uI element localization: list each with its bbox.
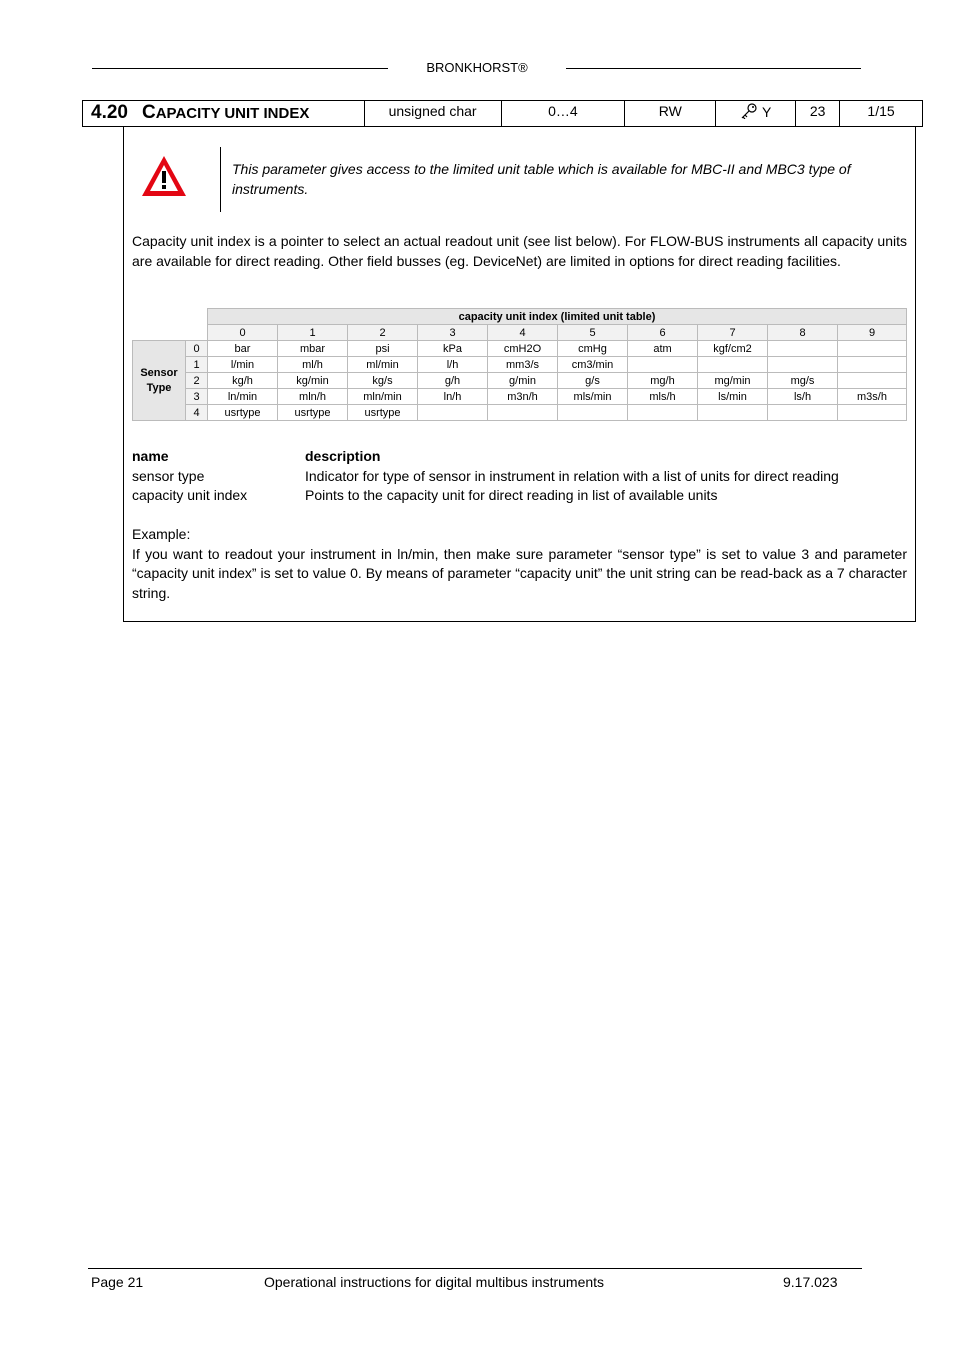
- table-column-header: 7: [698, 325, 768, 341]
- table-cell: ls/h: [768, 389, 838, 405]
- table-column-header: 3: [418, 325, 488, 341]
- parameter-fb: 1/15: [839, 101, 922, 126]
- table-cell: [558, 405, 628, 421]
- definition-name: sensor type: [132, 467, 205, 484]
- table-row: [133, 389, 907, 405]
- table-cell: ln/h: [418, 389, 488, 405]
- definition-head-description: description: [305, 448, 381, 464]
- warning-divider: [220, 147, 221, 212]
- table-cell: [838, 373, 907, 389]
- table-cell: usrtype: [208, 405, 278, 421]
- table-column-header: 1: [278, 325, 348, 341]
- table-cell: l/h: [418, 357, 488, 373]
- definition-description: Indicator for type of sensor in instrument in relation with a list of units for direct reading: [305, 467, 839, 484]
- table-row-index: 2: [186, 373, 208, 389]
- table-column-header: 0: [208, 325, 278, 341]
- footer-document-number: 9.17.023: [783, 1274, 838, 1290]
- parameter-header-row: [82, 100, 923, 127]
- table-cell: kg/min: [278, 373, 348, 389]
- definition-head-name: name: [132, 448, 169, 464]
- definition-name: capacity unit index: [132, 487, 248, 504]
- table-cell: mg/h: [628, 373, 698, 389]
- parameter-title: [83, 101, 364, 126]
- table-column-header: 9: [838, 325, 907, 341]
- table-cell: [838, 341, 907, 357]
- parameter-secured: [715, 101, 795, 126]
- table-cell: kg/h: [208, 373, 278, 389]
- parameter-title-rest: APACITY UNIT INDEX: [155, 105, 310, 122]
- parameter-secured-value: Y: [762, 104, 772, 120]
- table-cell: [698, 357, 768, 373]
- definition-list: [132, 447, 907, 507]
- table-cell: ls/min: [698, 389, 768, 405]
- table-cell: m3n/h: [488, 389, 558, 405]
- parameter-access: RW: [624, 101, 715, 126]
- table-row-index: 4: [186, 405, 208, 421]
- table-cell: cmH2O: [488, 341, 558, 357]
- table-row: [133, 357, 907, 373]
- table-column-header: 2: [348, 325, 418, 341]
- table-row: [133, 373, 907, 389]
- table-cell: usrtype: [348, 405, 418, 421]
- definition-description: Points to the capacity unit for direct reading in list of available units: [305, 487, 718, 504]
- table-cell: l/min: [208, 357, 278, 373]
- table-row: [133, 341, 907, 357]
- intro-paragraph: Capacity unit index is a pointer to select an actual readout unit (see list below). For FLOW-BUS instruments all capacity units are available for direct reading. Other field busses (eg. DeviceNet) are limited in options for direct reading facilities.: [132, 233, 907, 269]
- table-cell: mln/min: [348, 389, 418, 405]
- table-cell: [628, 357, 698, 373]
- capacity-unit-table: [132, 308, 907, 421]
- parameter-range: 0…4: [501, 101, 625, 126]
- table-row-index: 1: [186, 357, 208, 373]
- table-cell: m3s/h: [838, 389, 907, 405]
- table-cell: ln/min: [208, 389, 278, 405]
- table-cell: [838, 405, 907, 421]
- parameter-number: 4.20: [91, 102, 128, 123]
- table-cell: kgf/cm2: [698, 341, 768, 357]
- table-cell: mbar: [278, 341, 348, 357]
- table-cell: [628, 405, 698, 421]
- warning-text: This parameter gives access to the limited unit table which is available for MBC-II and MBC3 type of instruments.: [232, 161, 851, 197]
- table-cell: g/min: [488, 373, 558, 389]
- table-cell: kPa: [418, 341, 488, 357]
- table-cell: [418, 405, 488, 421]
- table-cell: ml/h: [278, 357, 348, 373]
- table-cell: [768, 357, 838, 373]
- footer-rule: [88, 1268, 862, 1269]
- table-cell: mls/h: [628, 389, 698, 405]
- table-cell: [768, 405, 838, 421]
- table-cell: [768, 341, 838, 357]
- table-cell: usrtype: [278, 405, 348, 421]
- table-cell: [488, 405, 558, 421]
- header-brand: BRONKHORST®: [426, 60, 528, 75]
- example-text: If you want to readout your instrument in ln/min, then make sure parameter “sensor type” is set to value 3 and parameter “capacity unit index” is set to value 0. By means of parameter “capacity unit” the unit string can be read-back as a 7 character string.: [132, 545, 907, 601]
- table-cell: [838, 357, 907, 373]
- table-cell: atm: [628, 341, 698, 357]
- warning-triangle-icon: [139, 153, 189, 199]
- table-cell: g/h: [418, 373, 488, 389]
- table-row-index: 0: [186, 341, 208, 357]
- key-icon: [740, 103, 758, 119]
- parameter-process: 23: [795, 101, 839, 126]
- sensor-type-label: Sensor Type: [133, 341, 186, 421]
- table-cell: cmHg: [558, 341, 628, 357]
- table-cell: mg/s: [768, 373, 838, 389]
- table-cell: mg/min: [698, 373, 768, 389]
- header-rule-right: [566, 68, 861, 69]
- footer-page-number: Page 21: [91, 1274, 144, 1290]
- table-caption: capacity unit index (limited unit table): [208, 309, 907, 325]
- table-column-header: 4: [488, 325, 558, 341]
- table-cell: [698, 405, 768, 421]
- table-row: [133, 405, 907, 421]
- table-row-index: 3: [186, 389, 208, 405]
- table-cell: bar: [208, 341, 278, 357]
- parameter-type: unsigned char: [364, 101, 501, 126]
- table-column-header: 6: [628, 325, 698, 341]
- table-cell: ml/min: [348, 357, 418, 373]
- example-label: Example:: [132, 526, 191, 542]
- table-cell: mls/min: [558, 389, 628, 405]
- footer-document-title: Operational instructions for digital multibus instruments: [264, 1274, 605, 1290]
- parameter-title-first: C: [141, 102, 156, 123]
- table-column-header: 5: [558, 325, 628, 341]
- table-cell: mln/h: [278, 389, 348, 405]
- table-column-header: 8: [768, 325, 838, 341]
- table-cell: cm3/min: [558, 357, 628, 373]
- table-cell: g/s: [558, 373, 628, 389]
- table-cell: mm3/s: [488, 357, 558, 373]
- table-cell: kg/s: [348, 373, 418, 389]
- table-cell: psi: [348, 341, 418, 357]
